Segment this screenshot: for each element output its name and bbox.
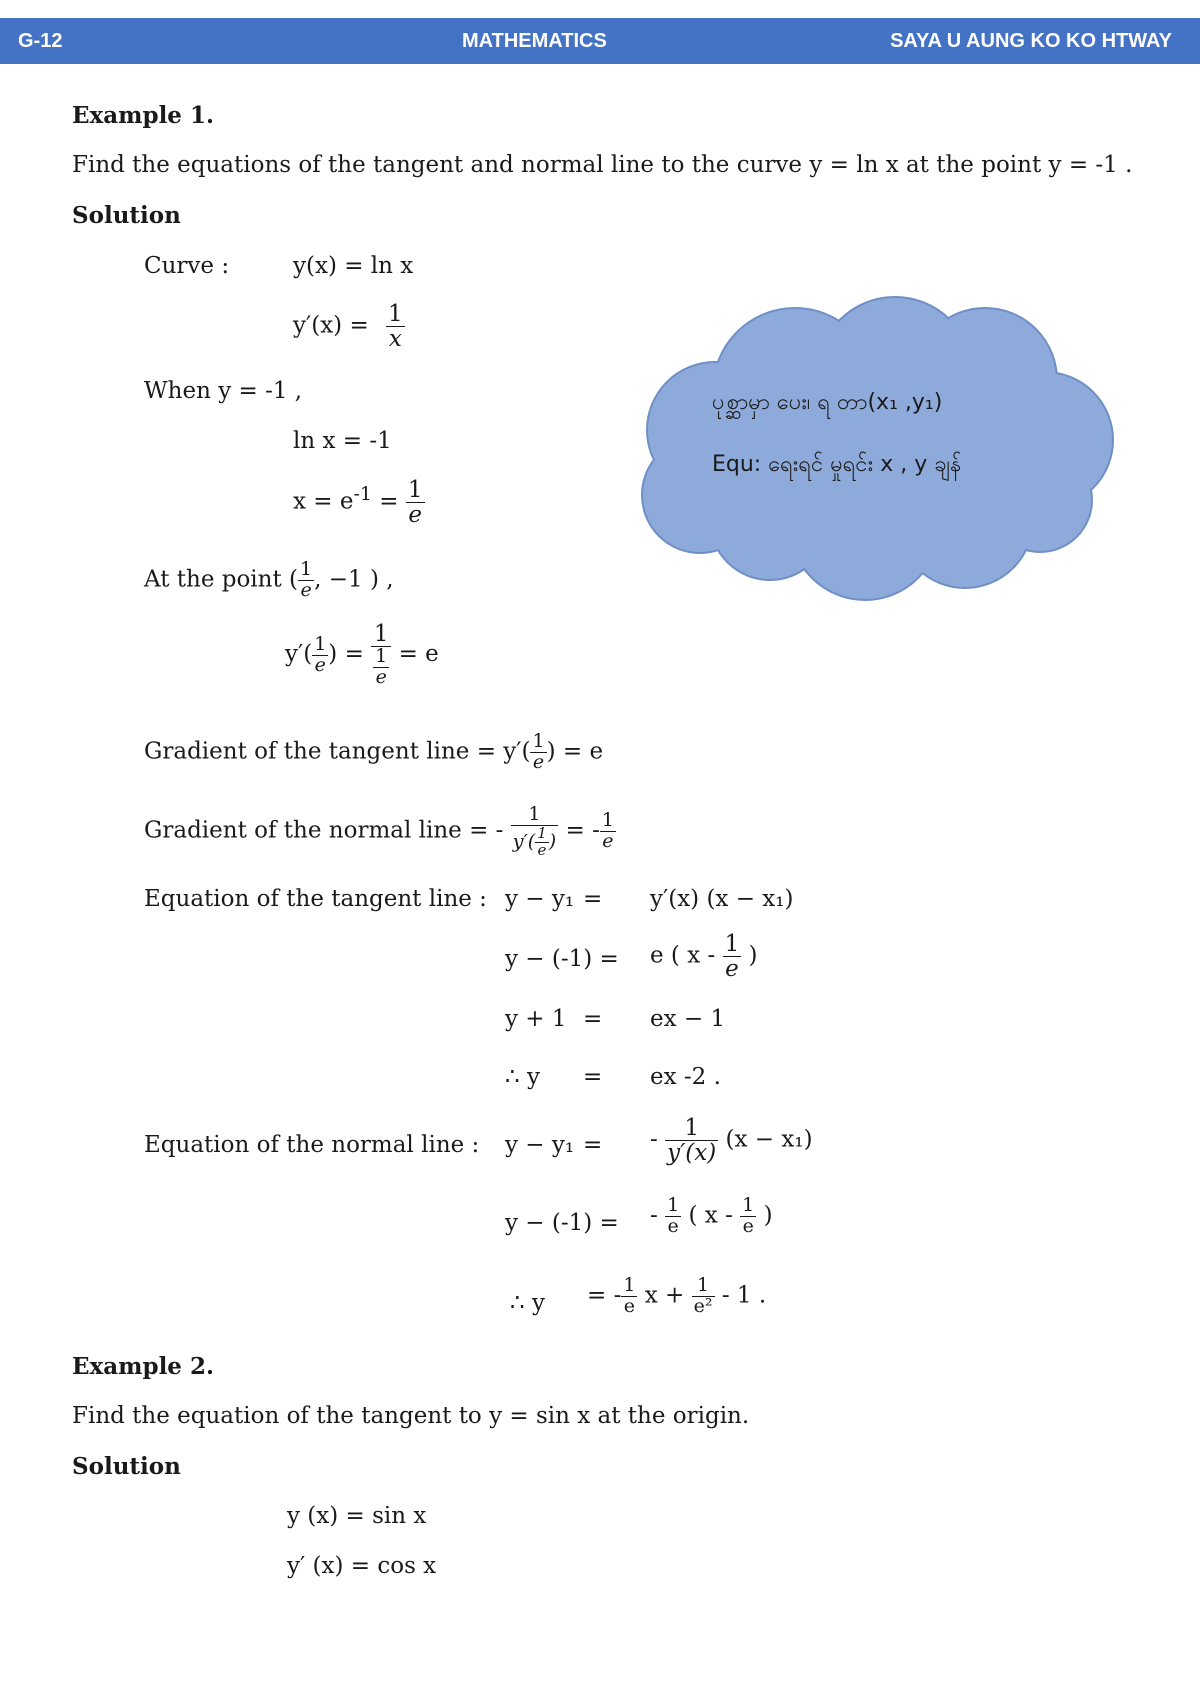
fraction-numerator: 1 [665,1116,718,1141]
normal-row-2-lhs: y − (-1) = [505,1210,619,1236]
gradient-normal-label: Gradient of the normal line = - [144,817,504,844]
fraction-denominator [511,823,558,859]
fraction-numerator: 1 [314,632,327,655]
den-pre: y′( [512,830,536,853]
x-fraction [406,478,425,527]
normal-row-2-pre: - [650,1202,658,1229]
yprime-lhs: y′( [285,641,313,668]
tangent-row-2-rhs-pre: e ( x - [650,942,716,969]
example1-title: Example 1. [72,102,214,129]
when-condition: When y = -1 , [144,378,303,404]
fraction-denominator: e [725,956,739,983]
tangent-row-4-eq: = [583,1064,603,1090]
fraction-numerator: 1 [623,1274,636,1296]
normal-row-2-fraction-b [740,1196,756,1237]
tangent-row-2-fraction [723,932,742,981]
normal-row-1-pre: - [650,1126,658,1153]
normal-row-1-rhs [650,1116,813,1165]
example2-line-1: y (x) = sin x [287,1503,427,1529]
yprime-arg-fraction [312,632,328,676]
gradient-normal-mid: = - [565,817,600,844]
den-inner-fraction [535,823,549,859]
example2-line-2: y′ (x) = cos x [287,1553,437,1579]
x-lhs: x = e [293,488,354,515]
x-solution-line [293,478,425,527]
fraction-denominator: e [314,653,326,676]
yprime-mid: ) = [328,641,364,668]
yprime-compound-fraction [371,622,391,688]
at-point-line [144,560,394,601]
normal-equation-label: Equation of the normal line : [144,1132,480,1158]
gradient-tangent-rest: ) = e [546,738,604,765]
fraction-denominator: e [667,1214,679,1237]
fraction-denominator: e [537,840,547,859]
derivative-lhs: y′(x) = [293,312,369,339]
fraction-denominator: e² [693,1294,713,1317]
normal-row-3-fraction-b [692,1276,715,1317]
subject-title: MATHEMATICS [462,30,607,52]
inner-fraction [373,647,389,688]
fraction-numerator: 1 [692,1276,715,1297]
example1-problem: Find the equations of the tangent and normal line to the curve y = ln x at the point y = -1 . [72,152,1133,178]
fraction-numerator: 1 [742,1194,755,1216]
fraction-denominator: e [300,578,312,601]
den-post: ) [548,830,557,853]
fraction-denominator: e [532,750,545,773]
fraction-numerator: 1 [407,477,423,503]
fraction-numerator: 1 [300,558,313,580]
gradient-normal-line [144,805,616,858]
derivative-line [293,302,405,351]
normal-row-1-fraction [665,1116,718,1165]
tangent-row-3-rhs: ex − 1 [650,1006,726,1032]
header-bar [0,18,1200,64]
fraction-numerator: 1 [388,301,403,327]
fraction-denominator: e [375,666,387,689]
normal-row-2-rhs [650,1196,773,1237]
fraction-numerator: 1 [724,931,740,957]
normal-row-1-lhs: y − y₁ [505,1132,575,1158]
fraction-numerator: 1 [371,622,391,647]
curve-label: Curve : [144,253,230,279]
fraction-denominator: y′(x) [667,1140,717,1167]
example2-title: Example 2. [72,1353,214,1380]
yprime-result: = e [398,641,439,668]
point-fraction [298,560,314,601]
normal-row-3-mid: x + [644,1282,685,1309]
fraction-numerator: 1 [375,645,388,668]
fraction-numerator: 1 [601,809,614,832]
gradient-normal-result [600,811,616,852]
fraction-denominator: e [408,502,423,529]
normal-row-1-post: (x − x₁) [725,1126,813,1153]
fraction-numerator: 1 [537,823,547,842]
tangent-row-1-rhs: y′(x) (x − x₁) [650,886,794,912]
cloud-line-2: Equ: ရေးရင် မှုရင်း x , y ချန် [712,452,962,477]
fraction-denominator: x [388,326,402,353]
fraction-denominator: e [742,1214,754,1237]
tangent-row-2-lhs: y − (-1) = [505,946,619,972]
gradient-tangent-fraction [530,732,546,773]
fraction-numerator: 1 [532,730,545,752]
fraction-denominator [371,647,391,688]
normal-row-2-post: ) [763,1202,773,1229]
fraction-numerator: 1 [511,805,558,826]
exponent: -1 [353,482,372,505]
normal-row-3-eq: = - [587,1282,622,1309]
example2-solution-label: Solution [72,1453,181,1480]
normal-row-3-lhs: ∴ y [510,1290,545,1316]
normal-row-3-post: - 1 . [721,1282,767,1309]
tangent-row-4-rhs: ex -2 . [650,1064,721,1090]
at-point-rest: , −1 ) , [314,566,394,593]
tangent-row-1-lhs: y − y₁ [505,886,575,912]
gradient-tangent-line [144,732,603,773]
cloud-line-1: ပုစ္ဆာမှာ ပေး၊ ရ တာ(x₁ ,y₁) [712,390,943,415]
grade-label: G-12 [18,30,63,52]
tangent-row-3-eq: = [583,1006,603,1032]
tangent-row-4-lhs: ∴ y [505,1064,540,1090]
yprime-eval-line [285,622,439,688]
derivative-fraction [386,302,405,351]
gradient-normal-fraction [511,805,558,858]
normal-row-2-mid: ( x - [688,1202,733,1229]
tangent-row-2-rhs [650,932,758,981]
equals: = [372,488,406,515]
tangent-row-3-lhs: y + 1 [505,1006,567,1032]
example2-problem: Find the equation of the tangent to y = sin x at the origin. [72,1403,750,1429]
tangent-row-2-rhs-post: ) [748,942,758,969]
ln-equation: ln x = -1 [293,428,392,454]
normal-row-1-eq: = [583,1132,603,1158]
author-name: SAYA U AUNG KO KO HTWAY [890,30,1172,52]
normal-row-3-rhs [587,1276,766,1317]
gradient-tangent-label: Gradient of the tangent line = y′( [144,738,531,765]
fraction-denominator: e [602,830,614,853]
tangent-equation-label: Equation of the tangent line : [144,886,487,912]
normal-row-3-fraction-a [621,1276,637,1317]
curve-equation: y(x) = ln x [293,253,414,279]
example1-solution-label: Solution [72,202,181,229]
tangent-row-1-eq: = [583,886,603,912]
at-point-label: At the point ( [144,566,299,593]
normal-row-2-fraction-a [665,1196,681,1237]
cloud-callout [620,295,1120,615]
fraction-numerator: 1 [667,1194,680,1216]
fraction-denominator: e [623,1294,636,1317]
